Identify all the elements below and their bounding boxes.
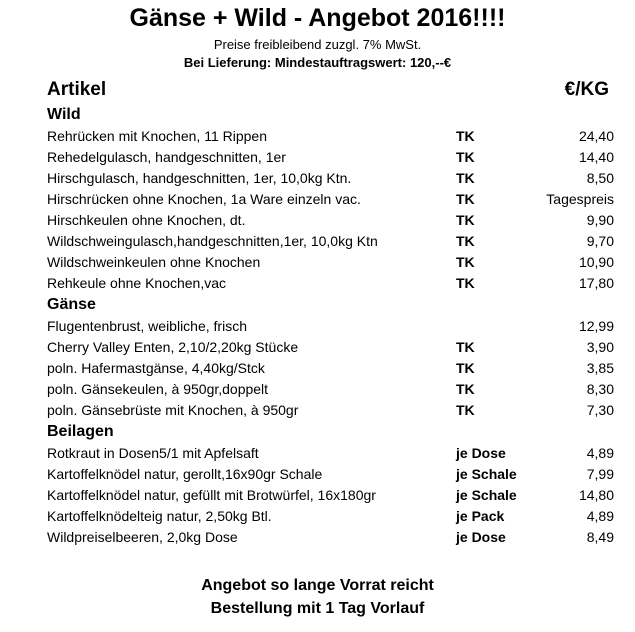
item-price: 3,85 bbox=[586, 360, 614, 376]
item-price: 8,49 bbox=[586, 529, 614, 545]
item-price: 4,89 bbox=[586, 445, 614, 461]
item-price: 12,99 bbox=[578, 318, 614, 334]
item-price: 8,50 bbox=[586, 170, 614, 186]
table-row bbox=[47, 400, 614, 421]
item-name: Flugentenbrust, weibliche, frisch bbox=[47, 318, 247, 334]
item-unit: TK bbox=[456, 191, 475, 207]
item-name: Kartoffelknödelteig natur, 2,50kg Btl. bbox=[47, 508, 272, 524]
item-name: poln. Hafermastgänse, 4,40kg/Stck bbox=[47, 360, 265, 376]
item-unit: TK bbox=[456, 275, 475, 291]
table-row bbox=[47, 231, 614, 252]
table-row bbox=[47, 464, 614, 485]
item-name: Wildschweingulasch,handgeschnitten,1er, 10,0kg Ktn bbox=[47, 233, 378, 249]
table-row bbox=[47, 443, 614, 464]
item-unit: TK bbox=[456, 381, 475, 397]
item-name: Hirschkeulen ohne Knochen, dt. bbox=[47, 212, 246, 228]
item-price: 9,90 bbox=[586, 212, 614, 228]
table-row bbox=[47, 358, 614, 379]
item-unit: TK bbox=[456, 149, 475, 165]
item-price: 8,30 bbox=[586, 381, 614, 397]
table-row bbox=[47, 147, 614, 168]
item-name: Hirschgulasch, handgeschnitten, 1er, 10,0kg Ktn. bbox=[47, 170, 352, 186]
column-header-row bbox=[47, 78, 614, 102]
section-heading: Gänse bbox=[47, 296, 96, 313]
item-price: 3,90 bbox=[586, 339, 614, 355]
item-name: Kartoffelknödel natur, gerollt,16x90gr Schale bbox=[47, 466, 323, 482]
item-name: Rehrücken mit Knochen, 11 Rippen bbox=[47, 128, 267, 144]
item-price: 24,40 bbox=[578, 128, 614, 144]
table-row bbox=[47, 379, 614, 400]
item-name: Wildpreiselbeeren, 2,0kg Dose bbox=[47, 529, 238, 545]
item-unit: je Dose bbox=[456, 529, 506, 545]
item-name: Rehkeule ohne Knochen,vac bbox=[47, 275, 227, 291]
table-row bbox=[47, 316, 614, 337]
item-name: Hirschrücken ohne Knochen, 1a Ware einzeln vac. bbox=[47, 191, 361, 207]
item-name: Rehedelgulasch, handgeschnitten, 1er bbox=[47, 149, 286, 165]
item-name: Rotkraut in Dosen5/1 mit Apfelsaft bbox=[47, 445, 259, 461]
item-name: Wildschweinkeulen ohne Knochen bbox=[47, 254, 261, 270]
item-unit: je Dose bbox=[456, 445, 506, 461]
price-table bbox=[47, 104, 614, 548]
table-row bbox=[47, 210, 614, 231]
section-heading: Wild bbox=[47, 106, 81, 123]
item-unit: TK bbox=[456, 254, 475, 270]
table-row bbox=[47, 506, 614, 527]
item-price: 4,89 bbox=[586, 508, 614, 524]
item-price: 17,80 bbox=[578, 275, 614, 291]
item-unit: TK bbox=[456, 128, 475, 144]
table-row bbox=[47, 168, 614, 189]
item-price: 10,90 bbox=[578, 254, 614, 270]
item-price: 7,30 bbox=[586, 402, 614, 418]
item-unit: TK bbox=[456, 170, 475, 186]
column-header-price: €/KG bbox=[564, 79, 609, 100]
page-title: Gänse + Wild - Angebot 2016!!!! bbox=[129, 4, 506, 32]
table-row bbox=[47, 189, 614, 210]
price-note: Preise freibleibend zuzgl. 7% MwSt. bbox=[213, 37, 422, 52]
item-unit: TK bbox=[456, 212, 475, 228]
item-price: 14,40 bbox=[578, 149, 614, 165]
item-unit: je Schale bbox=[456, 466, 517, 482]
item-unit: TK bbox=[456, 360, 475, 376]
item-name: Kartoffelknödel natur, gefüllt mit Brotwürfel, 16x180gr bbox=[47, 487, 376, 503]
item-price: Tagespreis bbox=[546, 191, 614, 207]
item-price: 7,99 bbox=[586, 466, 614, 482]
table-row bbox=[47, 252, 614, 273]
table-row bbox=[47, 126, 614, 147]
table-row bbox=[47, 485, 614, 506]
item-unit: TK bbox=[456, 233, 475, 249]
table-row bbox=[47, 527, 614, 548]
item-unit: je Pack bbox=[456, 508, 505, 524]
footer-availability: Angebot so lange Vorrat reicht bbox=[201, 577, 434, 594]
item-price: 14,80 bbox=[578, 487, 614, 503]
table-row bbox=[47, 337, 614, 358]
item-unit: TK bbox=[456, 402, 475, 418]
item-name: Cherry Valley Enten, 2,10/2,20kg Stücke bbox=[47, 339, 299, 355]
item-name: poln. Gänsebrüste mit Knochen, à 950gr bbox=[47, 402, 299, 418]
table-row bbox=[47, 273, 614, 294]
item-unit: TK bbox=[456, 339, 475, 355]
item-name: poln. Gänsekeulen, à 950gr,doppelt bbox=[47, 381, 269, 397]
column-header-article: Artikel bbox=[47, 79, 107, 100]
section-heading: Beilagen bbox=[47, 423, 114, 440]
item-price: 9,70 bbox=[586, 233, 614, 249]
item-unit: je Schale bbox=[456, 487, 517, 503]
delivery-note: Bei Lieferung: Mindestauftragswert: 120,--€ bbox=[183, 55, 452, 70]
footer-order-lead-time: Bestellung mit 1 Tag Vorlauf bbox=[210, 600, 425, 617]
